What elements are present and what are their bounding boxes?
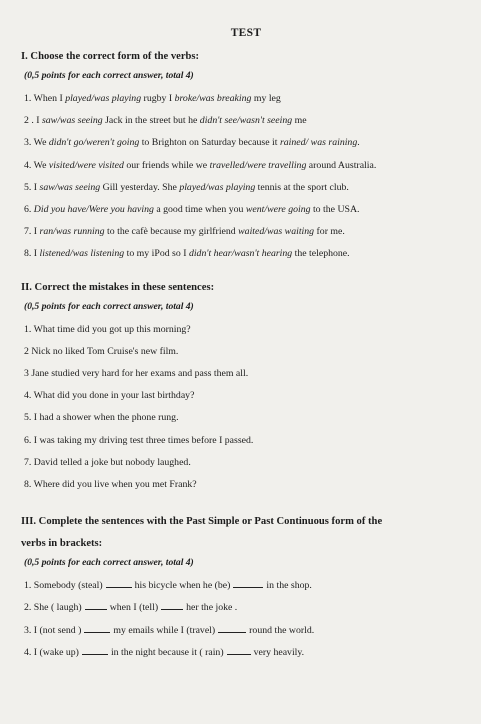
page-title: TEST [230,27,262,39]
question-item: 1. What time did you got up this morning? [24,323,191,335]
answer-blank[interactable] [84,623,110,633]
sentence-text: to my iPod so I [124,248,189,260]
answer-blank[interactable] [233,578,263,588]
verb-choice: played/was playing [65,93,142,104]
sentence-text: 7. I [24,226,40,238]
sentence-text: Jack in the street but he [102,115,200,127]
verb-choice: didn't see/wasn't seeing [199,115,293,127]
verb-choice: ran/was running [39,226,105,238]
sentence-text: a good time when you [153,204,246,216]
sentence-text: when I (tell) [109,602,159,614]
sentence-text: in the night because it ( rain) [110,646,224,658]
section-3-list [21,575,471,664]
verb-choice: didn't go/weren't going [48,137,140,149]
question-item [24,132,471,154]
sentence-text: tennis at the sport club. [255,181,349,193]
sentence-text: her the joke . [186,602,238,614]
section-3 [21,511,471,664]
sentence-text: our friends while we [123,159,210,171]
section-1-heading: I. Choose the correct form of the verbs: [21,51,200,62]
question-item: 3 Jane studied very hard for her exams and pass them all. [24,368,249,380]
sentence-text: around Australia. [306,159,377,171]
question-item [24,221,471,243]
answer-blank[interactable] [106,578,132,588]
verb-choice: waited/was waiting [238,226,315,238]
answer-blank[interactable] [218,623,246,633]
question-item [24,199,471,221]
section-1-list [21,88,471,266]
verb-choice: travelled/were travelling [209,159,307,171]
question-item [24,620,471,642]
sentence-text: rugby I [141,93,175,104]
section-3-points-note: (0,5 points for each correct answer, total 4) [24,557,194,569]
verb-choice: visited/were visited [48,159,124,171]
question-item [24,88,471,110]
section-3-heading-line-1: III. Complete the sentences with the Past Simple or Past Continuous form of the [21,516,383,528]
question-item [24,177,471,199]
verb-choice: broke/was breaking [174,93,252,104]
sentence-text: 6. [24,204,34,216]
sentence-text: 1. When I [24,93,66,104]
sentence-text: the telephone. [292,248,350,260]
sentence-text: 3. I (not send ) [24,624,82,636]
verb-choice: went/were going [245,204,311,216]
question-item: 5. I had a shower when the phone rung. [24,412,179,424]
sentence-text: me [292,115,307,127]
question-item: 4. What did you done in your last birthday? [24,390,195,402]
question-item [24,597,471,619]
sentence-text: Gill yesterday. She [100,181,180,193]
sentence-text: for me. [314,226,345,238]
section-2 [21,281,471,497]
sentence-text: very heavily. [253,646,305,658]
verb-choice: saw/was seeing [41,115,103,127]
sentence-text: in the shop. [266,580,312,592]
question-item [24,155,471,177]
sentence-text: his bicycle when he (be) [134,580,231,592]
verb-choice: rained/ was raining [279,137,358,149]
section-3-heading-line-2: verbs in brackets: [21,538,103,550]
sentence-text: 3. We [24,137,49,149]
sentence-text: 4. I (wake up) [24,646,79,658]
verb-choice: saw/was seeing [39,181,101,193]
verb-choice: didn't hear/wasn't hearing [188,248,293,260]
section-2-list [21,319,471,497]
sentence-text: 8. I [24,248,40,260]
question-item: 6. I was taking my driving test three times before I passed. [24,434,254,446]
section-2-heading: II. Correct the mistakes in these sentences: [21,281,215,293]
section-1-points-note: (0,5 points for each correct answer, total 4) [24,70,194,81]
section-3-heading [21,511,471,555]
answer-blank[interactable] [82,645,108,655]
answer-blank[interactable] [85,600,107,610]
sentence-text: . [357,137,360,149]
answer-blank[interactable] [161,600,183,610]
sentence-text: 1. Somebody (steal) [24,580,103,592]
sentence-text: my leg [251,93,281,104]
sentence-text: 2 . I [24,115,42,127]
verb-choice: Did you have/Were you having [33,204,154,216]
sentence-text: to Brighton on Saturday because it [139,137,280,149]
question-item [24,110,471,132]
answer-blank[interactable] [227,645,251,655]
verb-choice: listened/was listening [39,248,125,260]
sentence-text: my emails while I (travel) [113,624,216,636]
sentence-text: round the world. [249,624,315,636]
question-item: 7. David telled a joke but nobody laughed. [24,456,191,468]
question-item: 2 Nick no liked Tom Cruise's new film. [24,345,179,357]
sentence-text: to the USA. [310,204,360,216]
sentence-text: 5. I [24,181,40,193]
section-2-points-note: (0,5 points for each correct answer, total 4) [24,300,194,312]
question-item: 8. Where did you live when you met Frank? [24,479,197,491]
question-item [24,642,471,664]
verb-choice: played/was playing [179,181,256,193]
question-item [24,575,471,597]
question-item [24,243,471,265]
sentence-text: 4. We [24,159,49,171]
sentence-text: 2. She ( laugh) [24,602,82,614]
section-1 [21,50,471,266]
sentence-text: to the cafè because my girlfriend [104,226,239,238]
